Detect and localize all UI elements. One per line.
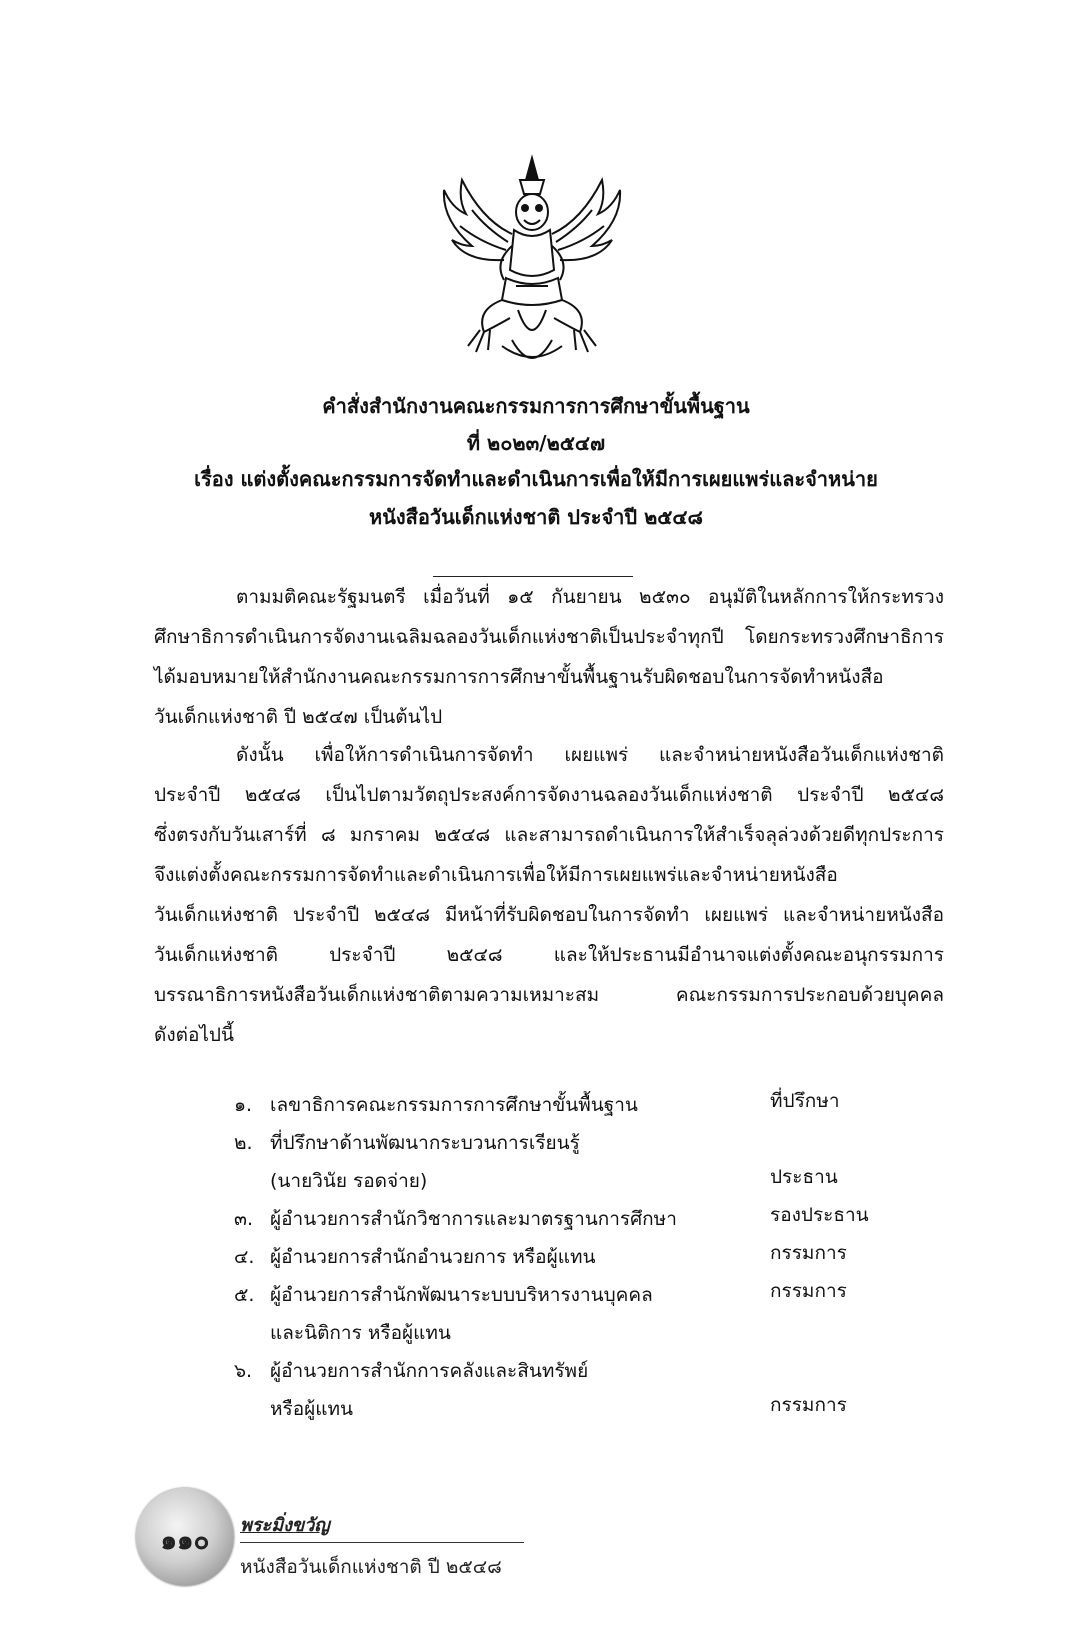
member-role: ที่ปรึกษา <box>770 1090 840 1112</box>
member-name: ผู้อำนวยการสำนักวิชาการและมาตรฐานการศึกษา <box>270 1208 677 1230</box>
paragraph-line: บรรณาธิการหนังสือวันเด็กแห่งชาติตามความเหมาะสม คณะกรรมการประกอบด้วยบุคคล <box>154 984 944 1006</box>
order-number: ที่ ๒๐๒๓/๒๕๔๗ <box>466 431 606 455</box>
member-number: ๖. <box>234 1360 253 1382</box>
paragraph-line: วันเด็กแห่งชาติ ประจำปี ๒๕๔๘ มีหน้าที่รับผิดชอบในการจัดทำ เผยแพร่ และจำหน่ายหนังสือ <box>154 904 944 926</box>
paragraph-line: ประจำปี ๒๕๔๘ เป็นไปตามวัตถุประสงค์การจัดงานฉลองวันเด็กแห่งชาติ ประจำปี ๒๕๔๘ <box>154 784 944 806</box>
member-name: ที่ปรึกษาด้านพัฒนากระบวนการเรียนรู้ <box>270 1132 580 1154</box>
page-number-badge <box>136 1488 234 1586</box>
member-name-continued: (นายวินัย รอดจ่าย) <box>270 1170 428 1192</box>
order-subject-continued: หนังสือวันเด็กแห่งชาติ ประจำปี ๒๕๔๘ <box>369 505 703 529</box>
member-name: ผู้อำนวยการสำนักพัฒนาระบบบริหารงานบุคคล <box>270 1284 653 1306</box>
footer-subtitle: หนังสือวันเด็กแห่งชาติ ปี ๒๕๔๘ <box>240 1556 502 1578</box>
paragraph-line: ตามมติคณะรัฐมนตรี เมื่อวันที่ ๑๕ กันยายน ๒๕๓๐ อนุมัติในหลักการให้กระทรวง <box>236 586 944 608</box>
member-number: ๑. <box>234 1094 253 1116</box>
order-issuer: คำสั่งสำนักงานคณะกรรมการการศึกษาขั้นพื้นฐาน <box>322 394 750 418</box>
paragraph-line: จึงแต่งตั้งคณะกรรมการจัดทำและดำเนินการเพื่อให้มีการเผยแพร่และจำหน่ายหนังสือ <box>154 864 838 886</box>
paragraph-line: วันเด็กแห่งชาติ ปี ๒๕๔๗ เป็นต้นไป <box>154 706 443 728</box>
footer-title: พระมิ่งขวัญ <box>240 1515 330 1536</box>
order-subject: เรื่อง แต่งตั้งคณะกรรมการจัดทำและดำเนินการเพื่อให้มีการเผยแพร่และจำหน่าย <box>194 467 878 491</box>
paragraph-line: ศึกษาธิการดำเนินการจัดงานเฉลิมฉลองวันเด็กแห่งชาติเป็นประจำทุกปี โดยกระทรวงศึกษาธิการ <box>154 626 944 648</box>
member-role: กรรมการ <box>770 1280 847 1302</box>
member-number: ๔. <box>234 1246 255 1268</box>
member-name-continued: หรือผู้แทน <box>270 1398 354 1420</box>
member-name: ผู้อำนวยการสำนักการคลังและสินทรัพย์ <box>270 1360 589 1382</box>
member-number: ๓. <box>234 1208 254 1230</box>
member-number: ๕. <box>234 1284 255 1306</box>
member-role: กรรมการ <box>770 1242 847 1264</box>
member-role: รองประธาน <box>770 1204 869 1226</box>
member-role: กรรมการ <box>770 1394 847 1416</box>
paragraph-line: ดังนั้น เพื่อให้การดำเนินการจัดทำ เผยแพร่ และจำหน่ายหนังสือวันเด็กแห่งชาติ <box>236 744 944 766</box>
paragraph-line: ซึ่งตรงกับวันเสาร์ที่ ๘ มกราคม ๒๕๔๘ และสามารถดำเนินการให้สำเร็จลุล่วงด้วยดีทุกประการ <box>154 824 944 846</box>
member-name: ผู้อำนวยการสำนักอำนวยการ หรือผู้แทน <box>270 1246 596 1268</box>
member-name: เลขาธิการคณะกรรมการการศึกษาขั้นพื้นฐาน <box>270 1094 638 1116</box>
paragraph-line: ได้มอบหมายให้สำนักงานคณะกรรมการการศึกษาขั้นพื้นฐานรับผิดชอบในการจัดทำหนังสือ <box>154 666 884 688</box>
header-divider <box>433 576 633 577</box>
member-role: ประธาน <box>770 1166 838 1188</box>
paragraph-line: ดังต่อไปนี้ <box>154 1024 234 1046</box>
member-name-continued: และนิติการ หรือผู้แทน <box>270 1322 451 1344</box>
member-number: ๒. <box>234 1132 253 1154</box>
footer-divider <box>240 1542 524 1543</box>
page-number: ๑๑๐ <box>160 1526 210 1556</box>
paragraph-line: วันเด็กแห่งชาติ ประจำปี ๒๕๔๘ และให้ประธานมีอำนาจแต่งตั้งคณะอนุกรรมการ <box>154 944 944 966</box>
garuda-emblem-icon <box>432 150 632 380</box>
